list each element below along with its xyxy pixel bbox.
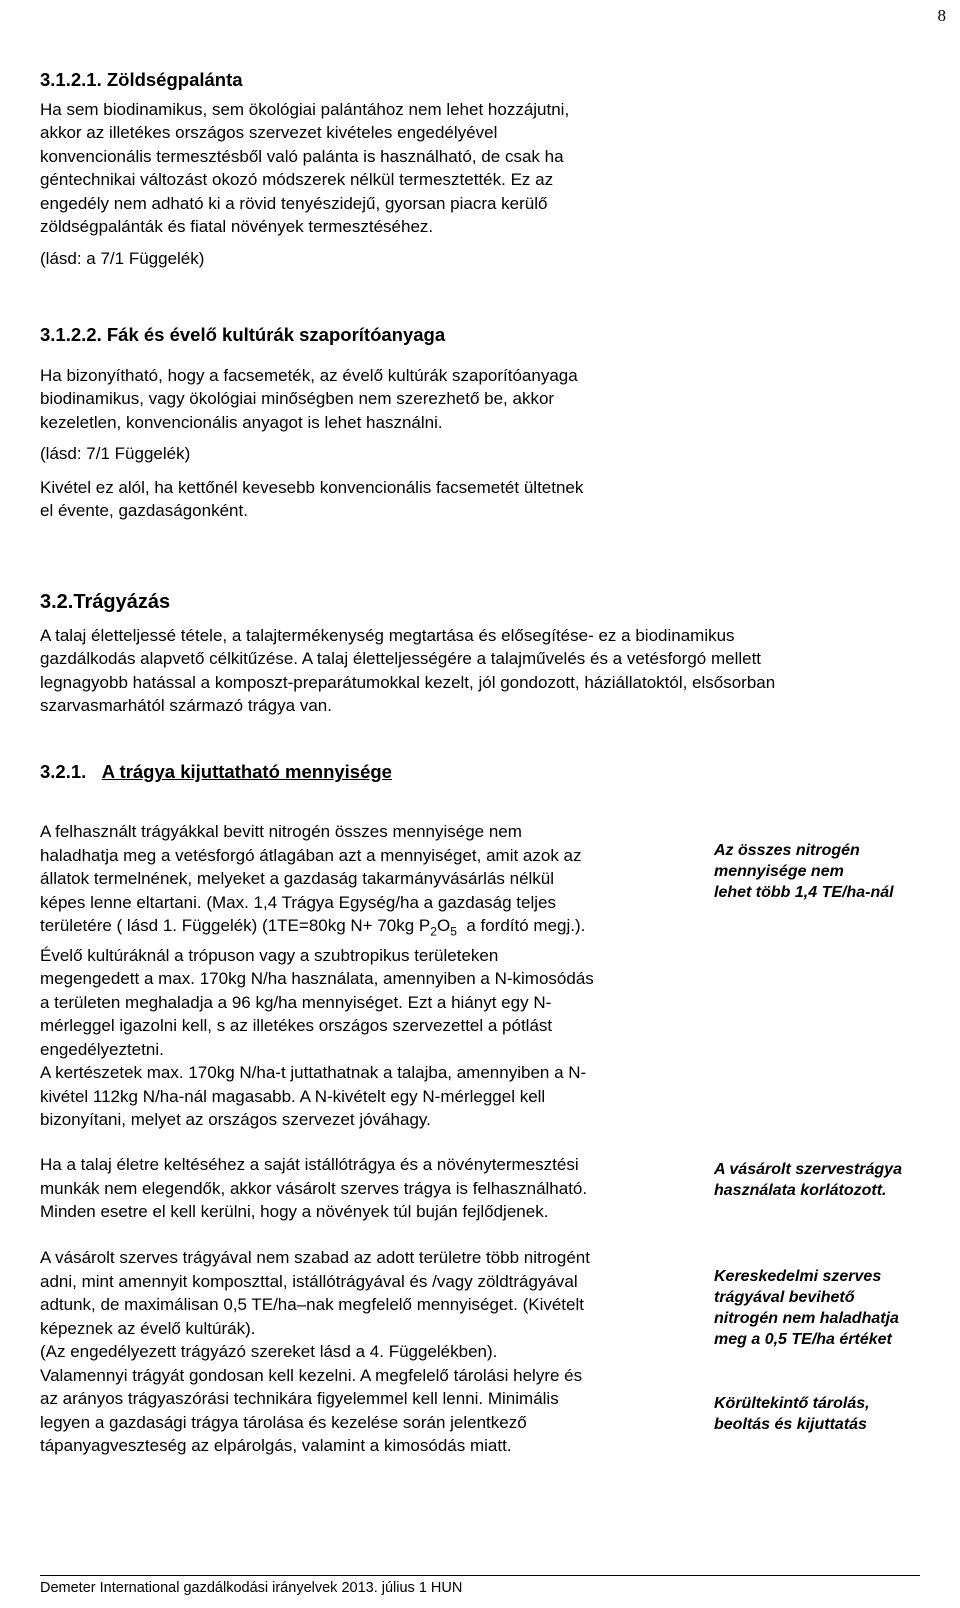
section-heading: 3.1.2.2. Fák és évelő kultúrák szaporítóanyaga <box>40 324 446 345</box>
note-line: használata korlátozott. <box>714 1182 887 1199</box>
formula-line <box>40 914 690 944</box>
text-line: engedély nem adható ki a rövid tenyészidejű, gyorsan piacra kerülő <box>40 193 548 213</box>
text-line: megengedett a max. 170kg N/ha használata, amennyiben a N-kimosódás <box>40 969 594 989</box>
text-line: munkák nem elegendők, akkor vásárolt szerves trágya is felhasználható. <box>40 1178 588 1198</box>
text-line: haladhatja meg a vetésforgó átlagában azt a mennyiséget, amit azok az <box>40 845 582 865</box>
margin-note-nitrogen-limit <box>714 840 939 903</box>
subscript: 5 <box>450 924 457 939</box>
section-3121 <box>40 68 569 270</box>
section-321-heading <box>40 760 392 784</box>
text-line: A talaj életteljessé tétele, a talajtermékenység megtartása és elősegítése- ez a biodinamikus <box>40 625 735 645</box>
section-3122 <box>40 323 583 523</box>
text-line: Ha sem biodinamikus, sem ökológiai palántához nem lehet hozzájutni, <box>40 99 570 119</box>
text-line: legyen a gazdasági trágya tárolása és kezelése során jelentkező <box>40 1412 527 1432</box>
margin-note-storage <box>714 1393 939 1435</box>
text-line: adni, mint amennyit komposzttal, istállótrágyával és /vagy zöldtrágyával <box>40 1271 578 1291</box>
text-line: Minden esetre el kell kerülni, hogy a növények túl buján fejlődjenek. <box>40 1202 549 1221</box>
margin-note-commercial-limit <box>714 1266 939 1350</box>
text-line: a területen meghaladja a 96 kg/ha mennyiséget. Ezt a hiányt egy N- <box>40 992 552 1012</box>
section-heading: 3.2.Trágyázás <box>40 591 171 613</box>
text-line: (Az engedélyezett trágyázó szereket lásd a 4. Függelékben). <box>40 1342 498 1361</box>
section-321-para3 <box>40 1246 690 1458</box>
text-line: el évente, gazdaságonként. <box>40 501 248 520</box>
note-line: trágyával bevihető <box>714 1289 855 1306</box>
text-line: konvencionális termesztésből való palánta is használható, de csak ha <box>40 146 564 166</box>
text-line: akkor az illetékes országos szervezet kivételes engedélyével <box>40 123 498 142</box>
section-heading: 3.1.2.1. Zöldségpalánta <box>40 69 243 90</box>
note-line: nitrogén nem haladhatja <box>714 1310 899 1327</box>
text-line: tápanyagveszteség az elpárolgás, valamint a kimosódás miatt. <box>40 1436 512 1455</box>
formula-text: a fordító megj.). <box>456 916 586 935</box>
text-line: Valamennyi trágyát gondosan kell kezelni. A megfelelő tárolási helyre és <box>40 1365 583 1385</box>
note-line: mennyisége nem <box>714 863 844 880</box>
text-line: képeznek az évelő kultúrák). <box>40 1318 256 1338</box>
note-line: A vásárolt szervestrágya <box>714 1161 902 1178</box>
text-line: bizonyítani, melyet az országos szervezet jóváhagy. <box>40 1110 431 1130</box>
text-line: Ha a talaj életre keltéséhez a saját istállótrágya és a növénytermesztési <box>40 1155 579 1174</box>
text-line: adtunk, de maximálisan 0,5 TE/ha–nak megfelelő mennyiséget. (Kivételt <box>40 1295 584 1314</box>
reference: (lásd: 7/1 Függelék) <box>40 444 191 463</box>
margin-note-purchased-manure <box>714 1159 939 1201</box>
text-line: az arányos trágyaszórási technikára figyelemmel kell lenni. Minimális <box>40 1389 559 1408</box>
note-line: beoltás és kijuttatás <box>714 1416 867 1433</box>
heading-text: A trágya kijuttatható mennyisége <box>101 761 392 782</box>
text-line: kezeletlen, konvencionális anyagot is lehet használni. <box>40 412 443 432</box>
text-line: kivétel 112kg N/ha-nál magasabb. A N-kivételt egy N-mérleggel kell <box>40 1086 546 1106</box>
text-line: Kivétel ez alól, ha kettőnél kevesebb konvencionális facsemetét ültetnek <box>40 477 584 497</box>
text-line: képes lenne eltartani. (Max. 1,4 Trágya Egység/ha a gazdaság teljes <box>40 892 556 912</box>
text-line: zöldségpalánták és fiatal növények termesztéséhez. <box>40 217 434 236</box>
note-line: Az összes nitrogén <box>714 842 860 859</box>
note-line: Kereskedelmi szerves <box>714 1268 882 1285</box>
page-footer: Demeter International gazdálkodási irányelvek 2013. július 1 HUN <box>40 1575 920 1596</box>
section-321-para2 <box>40 1153 690 1224</box>
text-line: állatok termelnének, melyeket a gazdaság takarmányvásárlás nélkül <box>40 869 555 888</box>
subscript: 2 <box>430 924 437 939</box>
heading-number: 3.2.1. <box>40 761 87 782</box>
formula-text: O <box>436 916 451 935</box>
text-line: mérleggel igazolni kell, s az illetékes országos szervezettel a pótlást <box>40 1016 553 1036</box>
section-32 <box>40 591 775 718</box>
reference: (lásd: a 7/1 Függelék) <box>40 248 205 268</box>
text-line: Évelő kultúráknál a trópuson vagy a szubtropikus területeken <box>40 945 499 965</box>
text-line: A kertészetek max. 170kg N/ha-t juttathatnak a talajba, amennyiben a N- <box>40 1063 587 1083</box>
text-line: engedélyeztetni. <box>40 1039 164 1059</box>
text-line: szarvasmarhától származó trágya van. <box>40 696 332 715</box>
text-line: A vásárolt szerves trágyával nem szabad az adott területre több nitrogént <box>40 1248 590 1267</box>
text-line: géntechnikai változást okozó módszerek nélkül termesztették. Ez az <box>40 170 554 189</box>
formula-text: területére ( lásd 1. Függelék) (1TE=80kg N+ 70kg P <box>40 916 431 935</box>
text-line: biodinamikus, vagy ökológiai minőségben nem szerezhető be, akkor <box>40 389 555 408</box>
text-line: Ha bizonyítható, hogy a facsemeték, az évelő kultúrák szaporítóanyaga <box>40 365 578 385</box>
text-line: gazdálkodás alapvető célkitűzése. A talaj életteljességére a talajművelés és a vetésforgó mellett <box>40 649 762 668</box>
note-line: meg a 0,5 TE/ha értéket <box>714 1331 892 1348</box>
text-line: legnagyobb hatással a komposzt-preparátumokkal kezelt, jól gondozott, háziállatoktól, elsősorban <box>40 672 776 692</box>
page-number: 8 <box>937 6 946 25</box>
text-line: A felhasznált trágyákkal bevitt nitrogén összes mennyisége nem <box>40 822 522 841</box>
section-321-para1 <box>40 820 690 1132</box>
note-line: Körültekintő tárolás, <box>714 1395 870 1412</box>
note-line: lehet több 1,4 TE/ha-nál <box>714 884 894 901</box>
